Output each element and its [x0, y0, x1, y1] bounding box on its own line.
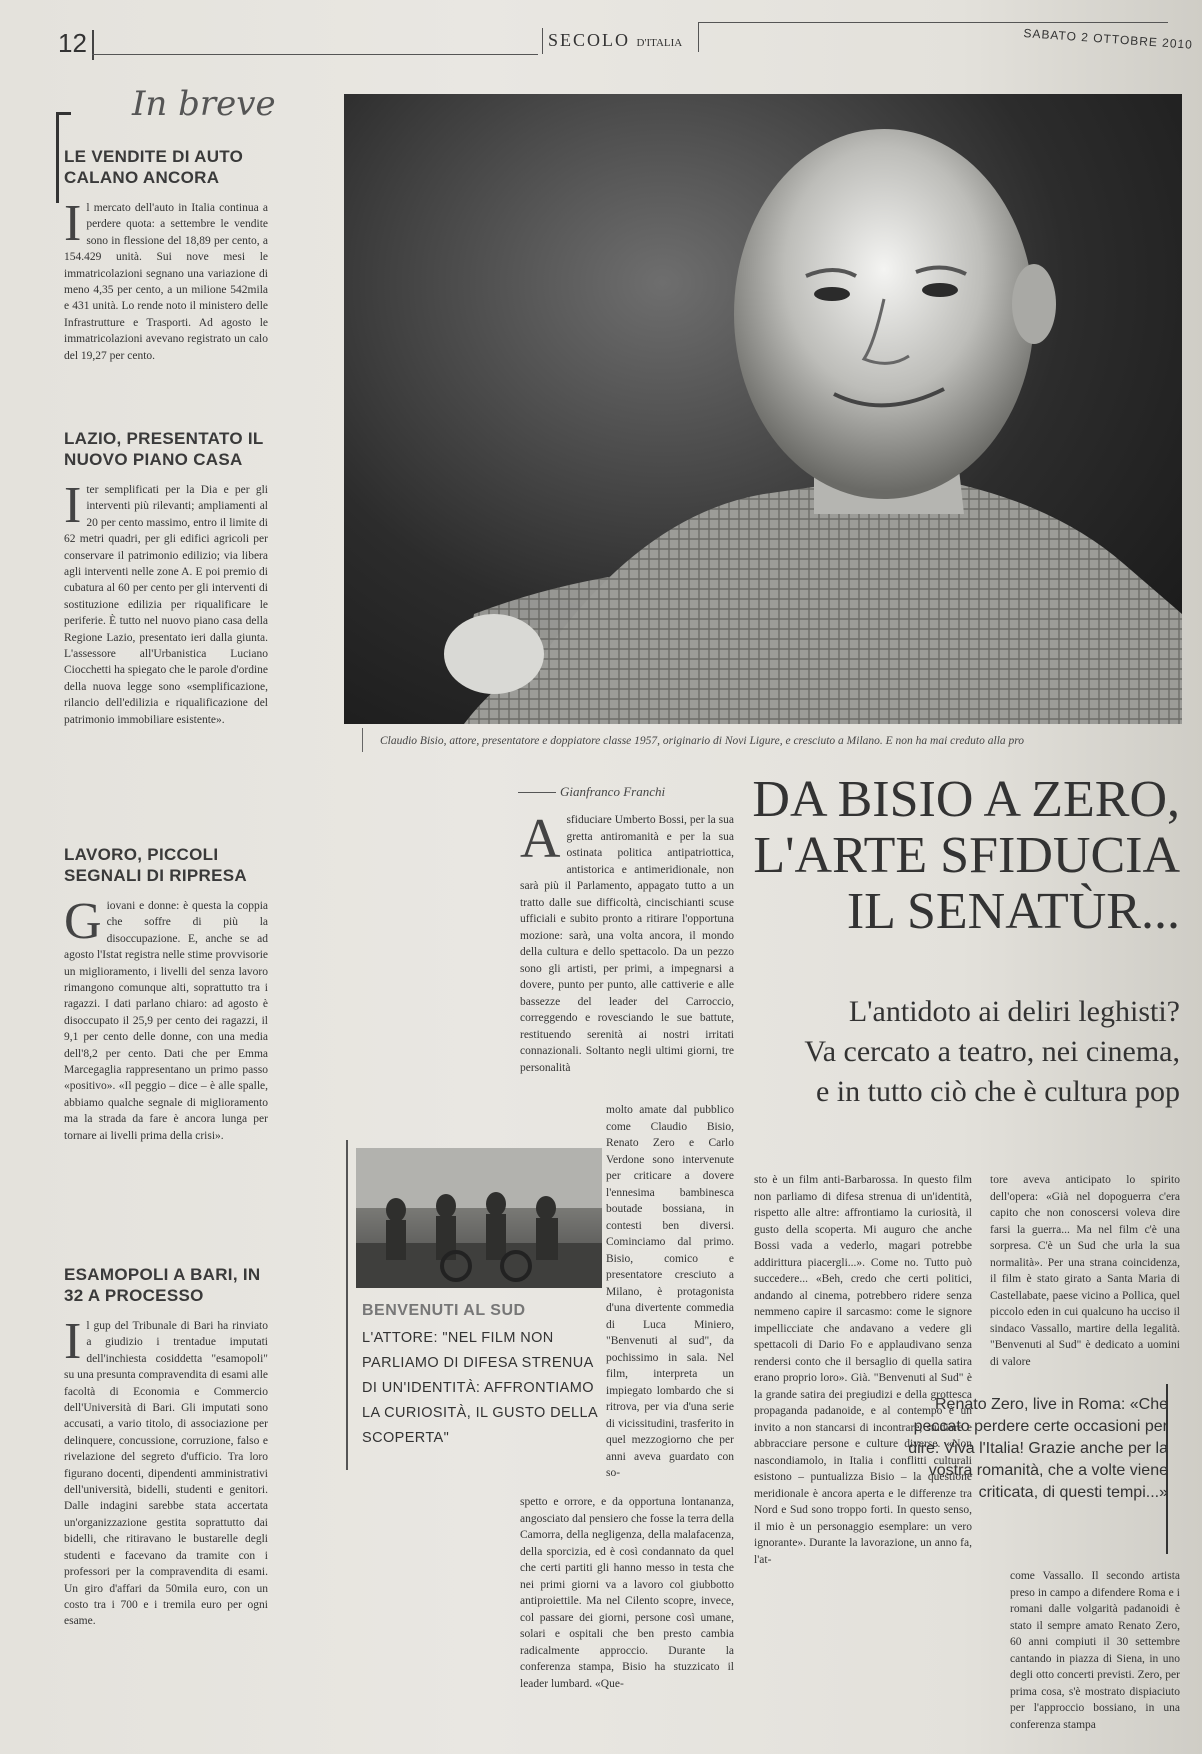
article-column-1-bottom: spetto e orrore, e da opportuna lontananza, angosciato dal pensiero che fosse la terra della Camorra, della negligenza, della malafacenza, della sporcizia, ed è così condannato da quel che certi partiti gli hanno messo in testa che nei primi giorni va a lavoro col giubbotto antiproiettile. Ma nel Cilento scopre, invece, col passare dei giorni, persone così umane, solari e ospitali che ben presto cambia radicalmente approccio. Durante la conferenza stampa, Bisio ha stuzzicato il leader lumbard. «Que- — [520, 1496, 734, 1690]
header-date: SABATO 2 OTTOBRE 2010 — [1023, 26, 1194, 52]
subhead-line: Va cercato a teatro, nei cinema, — [804, 1035, 1180, 1068]
masthead — [548, 30, 682, 51]
caption-rule — [362, 728, 363, 752]
page-number: 12 — [58, 28, 87, 58]
drop-cap: G — [64, 898, 102, 950]
masthead-suffix: D'ITALIA — [636, 37, 683, 49]
brief-title: LAVORO, PICCOLI SEGNALI DI RIPRESA — [64, 845, 247, 885]
brief-body — [64, 200, 268, 406]
brief-text: l gup del Tribunale di Bari ha rinviato a giudizio i trentadue imputati dell'inchiesta cosiddetta "esamopoli" su una presunta compravendita di esami alle facoltà di Economia e Commercio dell'Università di Bari. Gli imputati sono accusati, a vario titolo, di associazione per delinquere, concussione, corruzione, falso e rivelazione del segreto d'ufficio. Tra loro figurano docenti, dipendenti amministrativi dell'università, bidelli, studenti e genitori. Dalle indagini sarebbe stata accertata un'organizzazione gestita soprattutto dai bidelli, che ritiravano le bustarelle degli studenti e facevano da tramite con i professori per la compravendita di esami. Un giro d'affari da 50mila euro, con un costo tra i 700 e i tremila euro per ogni esame. — [64, 1320, 268, 1628]
article-column-3-top: tore aveva anticipato lo spirito dell'opera: «Già nel dopoguerra c'era capito che non conoscersi voleva dire farsi la guerra... Ma nel film c'è una sorpresa. C'è un Sud che urla la sua normalità». Per una strana coincidenza, il film è stato girato a Santa Maria di Castellabate, paese vicino a Pollica, quel piccolo eden in cui qualcuno ha ucciso il sindaco Vassallo, martire della legalità. "Benvenuti al Sud" è dedicato a uomini di valore — [990, 1174, 1180, 1368]
masthead-title: SECOLO — [548, 30, 631, 50]
inset-quote: L'ATTORE: "NEL FILM NON PARLIAMO DI DIFESA STRENUA DI UN'IDENTITÀ: AFFRONTIAMO LA CURIOSITÀ, IL GUSTO DELLA SCOPERTA" — [362, 1330, 598, 1446]
inset-illustration — [356, 1148, 602, 1288]
brief-title: LE VENDITE DI AUTO CALANO ANCORA — [64, 147, 244, 187]
in-breve-label: In breve — [132, 84, 276, 124]
brief-title: ESAMOPOLI A BARI, IN 32 A PROCESSO — [64, 1265, 261, 1305]
drop-cap: I — [64, 482, 82, 534]
headline-line: IL SENATÙR... — [846, 883, 1180, 940]
brief-text: ter semplificati per la Dia e per gli interventi più rilevanti; ampliamenti al 20 per cento massimo, entro il limite di 62 metri quadri, per gli edifici agricoli per conservare il patrimonio edilizio; via libera agli interventi nelle zone A. E poi premio di cubatura al 60 per cento per gli interventi di sostituzione edilizia per riqualificare le periferie. È tutto nel nuovo piano casa della Regione Lazio, presentato ieri dalla giunta. L'assessore all'Urbanistica Luciano Ciocchetti ha spiegato che le parole d'ordine della nuova legge sono «semplificazione, rilancio dell'edilizia e riqualificazione del patrimonio immobiliare esistente». — [64, 484, 268, 726]
masthead-rule-r — [698, 22, 699, 52]
brief-text: l mercato dell'auto in Italia continua a perdere quota: a settembre le vendite sono in flessione del 18,89 per cento, a 154.429 unità. Sui nove mesi le immatricolazioni segnano una variazione di meno 4,35 per cento, a un milione 542mila e 431 unità. Lo rende noto il ministero delle Infrastrutture e Trasporti. Ad agosto le immatricolazioni avevano registrato un calo del 19,27 per cento. — [64, 202, 268, 362]
headline-line: L'ARTE SFIDUCIA — [753, 827, 1180, 884]
byline: Gianfranco Franchi — [560, 784, 666, 799]
article-column-1-right: molto amate dal pubblico come Claudio Bisio, Renato Zero e Carlo Verdone sono intervenute per criticare a dovere l'ennesima bambinesca boutade bossiana, in contesti ben diversi. Cominciamo dal primo. Bisio, comico e presentatore cresciuto a Milano, è protagonista d'una divertente commedia di Luca Miniero, "Benvenuti al sud", da pochissimo in sala. Nel film, interpreta un impiegato lombardo che si ritrova, per via d'una serie di vicissitudini, trasferito in quel mezzogiorno che per anni aveva guardato con so- — [606, 1104, 734, 1479]
header-rule-right — [698, 22, 1168, 23]
article-text: sfiduciare Umberto Bossi, per la sua gretta antiromanità e per la sua ostinata politica antipatriottica, antistorica e antimeridionale, non sarà più il Parlamento, appagato tutto a un tratto dalle sue difficoltà, cincischianti scuse ufficiali e subito pronto a ritirare l'opportuna mozione: sarà, una volta ancora, il mondo della cultura e dello spettacolo. Da un pezzo sono gli artisti, per primi, a impegnarsi a dovere, punto per punto, alle cattiverie e alle bassezze del leader del Carroccio, correggendo e rovesciando le sue battute, restituendo serenità ai nostri irritati connazionali. Soltanto negli ultimi giorni, tre personalità — [520, 814, 734, 1074]
subhead-line: L'antidoto ai deliri leghisti? — [848, 995, 1180, 1028]
inset-photo — [356, 1148, 602, 1288]
drop-cap: I — [64, 200, 82, 252]
drop-cap: A — [520, 812, 561, 870]
pull-quote: Renato Zero, live in Roma: «Che peccato perdere certe occasioni per dire: Viva l'Italia! Grazie anche per la vostra romanità, che a volte viene criticata, di questi tempi...» — [908, 1396, 1168, 1501]
article-column-1-top — [520, 812, 734, 1102]
drop-cap: I — [64, 1318, 82, 1370]
brief-body — [64, 482, 268, 822]
brief-body — [64, 898, 268, 1236]
portrait-illustration — [344, 94, 1182, 724]
article-headline — [740, 772, 1180, 940]
article-column-3-bottom: come Vassallo. Il secondo artista preso in campo a difendere Roma e i romani dalle volgarità padanoidi è stato il sempre amato Renato Zero, 60 anni compiuti il 30 settembre cantando in piazza di Siena, in uno degli otto concerti previsti. Zero, per prima cosa, s'è mostrato dispiaciuto per l'approccio bossiano, in una conferenza stampa — [1010, 1570, 1180, 1731]
article-column-2: sto è un film anti-Barbarossa. In questo film non parliamo di difesa strenua di un'identità, rispetto alle altre: affrontiamo la curiosità, il gusto della scoperta. Mi auguro che anche Bossi vada a vederlo, magari potrebbe addirittura piacergli...». Come no. Tutto può succedere... «Beh, credo che certi politici, andando al cinema, potrebbero ridere senza nemmeno capire il sarcasmo: come le signore impellicciate che andavano a vedere gli spettacoli di Dario Fo e applaudivano senza rendersi conto che il bersaglio di quella satira erano proprio loro». Già. "Benvenuti al Sud" è la grande satira dei pregiudizi e della grottesca propaganda padanoide, e al contempo è un invito a non stancarsi di incontrare, studiare e abbracciare persone e culture diverse. «Non nascondiamolo, in Italia i conflitti culturali esistono – puntualizza Bisio – la questione meridionale è ancora aperta e le differenze tra Nord e Sud sono troppo forti. In questo senso, il mio è un personaggio esemplare: un vero ignorante». Durante la lavorazione, un anno fa, l'at- — [754, 1174, 972, 1566]
brief-title: LAZIO, PRESENTATO IL NUOVO PIANO CASA — [64, 429, 264, 469]
masthead-rule-l — [542, 28, 543, 54]
byline-rule — [518, 792, 556, 793]
brief-body — [64, 1318, 268, 1732]
portrait-photo — [344, 94, 1182, 724]
page-number-rule — [92, 30, 94, 60]
article-subhead — [740, 992, 1180, 1112]
header-rule-left — [92, 54, 538, 55]
brief-text: iovani e donne: è questa la coppia che soffre di più la disoccupazione. E, anche se ad agosto l'Istat registra nelle stime provvisorie un miglioramento, i livelli del senza lavoro rimangono comunque alti, soprattutto tra i ragazzi. I dati parlano chiaro: ad agosto è disoccupato il 25,9 per cento dei ragazzi, il 9,1 per cento delle donne, con una media dell'8,2 per cento. Dati che per Emma Marcegaglia rappresentano un primo passo «positivo». «Il peggio – dice – è alle spalle, abbiamo qualche segnale di miglioramento ma la strada da fare è ancora lunga per tornare ai livelli prima della crisi». — [64, 900, 268, 1142]
subhead-line: e in tutto ciò che è cultura pop — [815, 1075, 1180, 1108]
photo-caption: Claudio Bisio, attore, presentatore e doppiatore classe 1957, originario di Novi Ligure, e cresciuto a Milano. E non ha mai creduto alla pro — [380, 735, 1025, 747]
headline-line: DA BISIO A ZERO, — [752, 771, 1180, 828]
inset-title: BENVENUTI AL SUD — [362, 1302, 526, 1319]
